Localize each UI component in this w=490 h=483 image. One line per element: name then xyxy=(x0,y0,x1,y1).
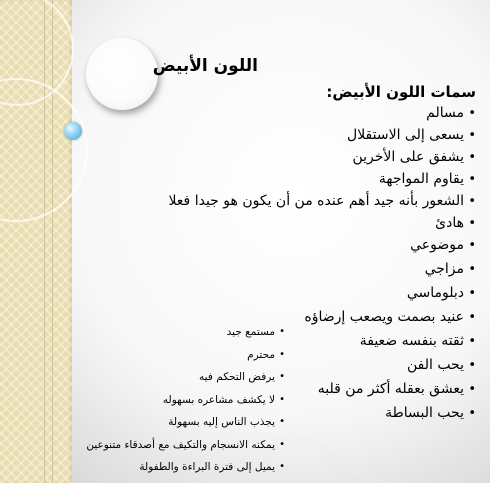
list-item: • يشفق على الأخرين xyxy=(168,148,476,170)
list-item: • يرفض التحكم فيه xyxy=(86,370,285,393)
list-item: • يعشق بعقله أكثر من قلبه xyxy=(168,380,476,404)
list-item: • ثقته بنفسه ضعيفة xyxy=(168,332,476,356)
list-item: • مستمع جيد xyxy=(86,325,285,348)
list-item: • محترم xyxy=(86,348,285,371)
list-item: • مسالم xyxy=(168,104,476,126)
white-disc-graphic xyxy=(86,38,158,110)
list-item: • موضوعي xyxy=(168,236,476,260)
list-item: • لا يكشف مشاعره بسهوله xyxy=(86,393,285,416)
blue-bead-icon xyxy=(64,122,82,140)
secondary-traits-list xyxy=(86,325,285,483)
list-item: • عنيد بصمت ويصعب إرضاؤه xyxy=(168,308,476,332)
list-item: • يجذب الناس إليه بسهولة xyxy=(86,415,285,438)
list-item: • يسعى إلى الاستقلال xyxy=(168,126,476,148)
traits-heading: سمات اللون الأبيض: xyxy=(326,83,476,101)
list-item: • يميل إلى فترة البراءة والطفولة xyxy=(86,460,285,483)
list-item: • يمكنه الانسجام والتكيف مع أصدقاء متنوعين xyxy=(86,438,285,461)
list-item: • يحب البساطة xyxy=(168,404,476,428)
list-item: • الشعور بأنه جيد أهم عنده من أن يكون هو جيدا فعلا xyxy=(168,192,476,214)
decorative-arc xyxy=(0,78,88,222)
slide-title: اللون الأبيض xyxy=(152,56,258,76)
list-item: • هادئ xyxy=(168,214,476,236)
list-item: • دبلوماسي xyxy=(168,284,476,308)
list-item: • يقاوم المواجهة xyxy=(168,170,476,192)
list-item: • مزاجي xyxy=(168,260,476,284)
list-item: • يحب الفن xyxy=(168,356,476,380)
